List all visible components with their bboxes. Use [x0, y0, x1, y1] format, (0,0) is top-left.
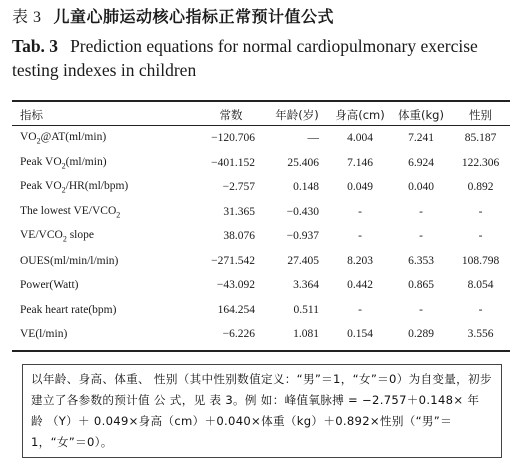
- index-name-cell: The lowest $VE/VCO_2$: [20, 204, 121, 219]
- coefficient-cell: -: [419, 205, 423, 218]
- table-number-en: Tab. 3: [12, 36, 59, 56]
- coefficient-cell: 1.081: [293, 328, 319, 341]
- coefficient-cell: -: [478, 230, 483, 243]
- coefficient-cell: —: [307, 132, 319, 145]
- coefficient-cell: 108.798: [461, 254, 500, 267]
- table-number-cn: 表 3: [12, 9, 42, 26]
- table-row: [12, 126, 510, 151]
- coefficient-cell: -: [419, 303, 423, 316]
- coefficient-cell: -: [419, 230, 423, 243]
- column-header: 年龄(岁): [275, 108, 319, 122]
- coefficient-cell: 0.865: [408, 279, 434, 292]
- coefficient-cell: -: [358, 303, 362, 316]
- coefficient-cell: 0.442: [347, 279, 373, 292]
- index-name-cell: Peak heart rate(bpm): [20, 303, 117, 316]
- coefficient-cell: −401.152: [211, 156, 255, 169]
- coefficient-cell: 0.892: [467, 181, 494, 194]
- coefficient-cell: 8.203: [347, 254, 373, 267]
- coefficient-cell: −6.226: [222, 328, 255, 341]
- coefficient-cell: 85.187: [464, 132, 497, 145]
- coefficient-cell: 25.406: [287, 156, 319, 169]
- coefficient-cell: -: [478, 205, 483, 218]
- table-row: [12, 273, 510, 298]
- table-row: [12, 151, 510, 176]
- coefficient-cell: 0.511: [293, 303, 319, 316]
- coefficient-cell: 6.924: [408, 156, 434, 169]
- index-name-cell: Peak $VO_2/HR(ml/bpm)$: [20, 180, 129, 195]
- column-header: 体重(kg): [398, 108, 444, 122]
- coefficient-cell: −0.430: [286, 205, 319, 218]
- coefficient-cell: −2.757: [222, 181, 255, 194]
- index-name-cell: OUES(ml/min/l/min): [20, 254, 119, 267]
- column-header: 身高(cm): [335, 108, 385, 122]
- coefficient-cell: 3.556: [467, 328, 494, 341]
- coefficient-cell: −43.092: [216, 279, 255, 292]
- table-title-english: [12, 34, 512, 82]
- coefficient-cell: 38.076: [223, 230, 255, 243]
- table-title-cn-text: 儿童心肺运动核心指标正常预计值公式: [53, 7, 335, 26]
- table-row: [12, 249, 510, 274]
- coefficient-cell: 8.054: [467, 279, 494, 292]
- coefficient-cell: 0.289: [408, 328, 434, 341]
- table-header-row: [12, 104, 510, 126]
- coefficient-cell: -: [358, 230, 362, 243]
- table-body: [12, 126, 510, 347]
- coefficient-cell: -: [358, 205, 362, 218]
- coefficient-cell: 7.146: [347, 156, 373, 169]
- coefficient-cell: 122.306: [461, 156, 500, 169]
- coefficient-cell: 0.040: [408, 181, 434, 194]
- table-row: [12, 298, 510, 323]
- column-header: 性别: [469, 108, 492, 122]
- table-title-chinese: [12, 4, 334, 27]
- coefficient-cell: 0.148: [293, 181, 319, 194]
- coefficient-cell: −0.937: [286, 230, 319, 243]
- coefficient-cell: 0.049: [347, 181, 373, 194]
- prediction-equations-table: [12, 104, 510, 347]
- column-header: 常数: [219, 108, 243, 122]
- table-title-en-text: Prediction equations for normal cardiopulmonary exercise testing indexes in children: [12, 36, 478, 80]
- coefficient-cell: −120.706: [211, 132, 255, 145]
- table-row: [12, 200, 510, 225]
- coefficient-cell: -: [478, 303, 483, 316]
- coefficient-cell: 4.004: [347, 132, 373, 145]
- coefficient-cell: 27.405: [287, 254, 319, 267]
- index-name-cell: $VO_2@AT(ml/\min)$: [20, 131, 107, 146]
- note-box: 以年龄、身高、体重、 性别（其中性别数值定义：“男”＝1，“女”＝0）为自变量，初步建立了各参数的预计值 公 式，见 表 3。例 如：峰值氧脉搏 = −2.757＋0.148× 年 龄 （Y）＋ 0.049×身高（cm）＋0.040×体重（kg）＋0.892×性别（“男”＝1，“女”＝0）。: [22, 364, 502, 458]
- column-header: 指标: [20, 108, 43, 122]
- coefficient-cell: 31.365: [223, 205, 255, 218]
- table-top-rule: [12, 100, 510, 102]
- table-row: [12, 322, 510, 347]
- coefficient-cell: 6.353: [408, 254, 434, 267]
- index-name-cell: Peak $VO_2(ml/\min)$: [20, 155, 107, 170]
- coefficient-cell: 164.254: [217, 303, 255, 316]
- coefficient-cell: 7.241: [408, 132, 434, 145]
- coefficient-cell: 0.154: [347, 328, 373, 341]
- coefficient-cell: 3.364: [293, 279, 319, 292]
- index-name-cell: Power(Watt): [20, 279, 79, 292]
- table-row: [12, 224, 510, 249]
- index-name-cell: VE(l/min): [20, 328, 68, 341]
- table-row: [12, 175, 510, 200]
- index-name-cell: $VE/VCO_2$ slope: [20, 229, 94, 244]
- coefficient-cell: −271.542: [211, 254, 255, 267]
- table-bottom-rule: [12, 350, 510, 352]
